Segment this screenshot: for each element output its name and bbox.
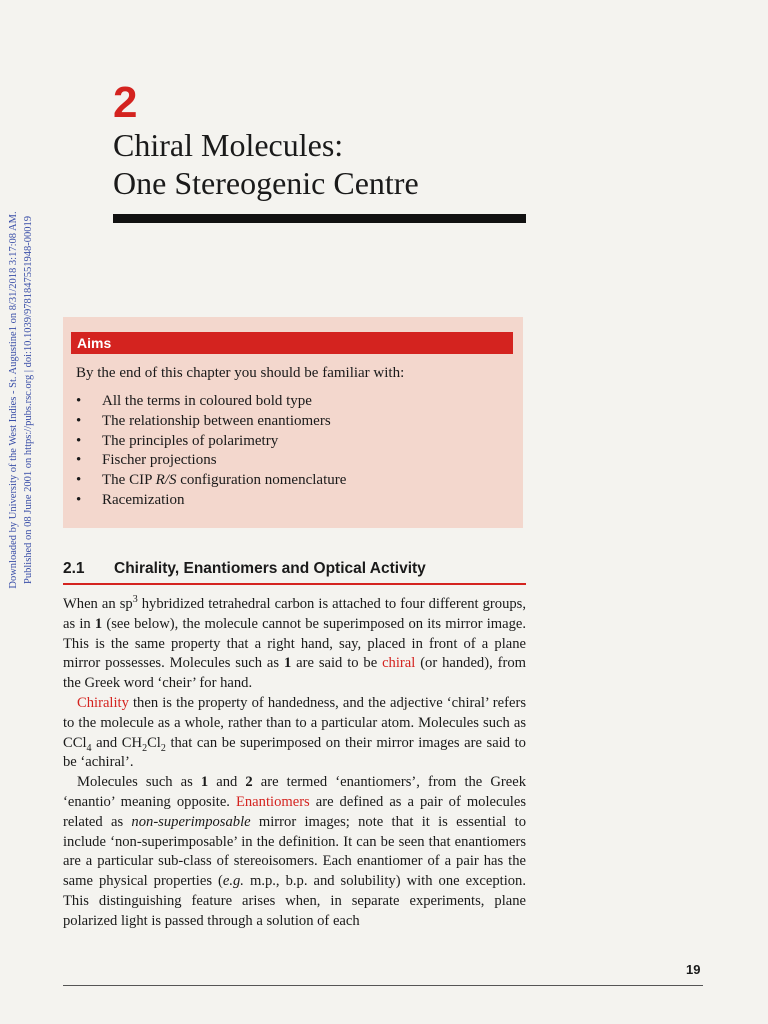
body-text: [63, 595, 526, 932]
watermark-line-download: Downloaded by University of the West Indies - St. Augustine1 on 8/31/2018 3:17:08 AM.: [8, 211, 19, 589]
bullet-icon: •: [76, 432, 82, 449]
term-chiral: chiral: [382, 655, 416, 672]
chapter-number: 2: [113, 78, 138, 127]
chapter-title: [113, 126, 419, 202]
aims-box: [63, 317, 523, 528]
download-watermark: [6, 180, 42, 620]
aims-list-item: • Fischer projections: [76, 451, 346, 471]
bullet-icon: •: [76, 393, 82, 409]
aims-list-item: • Racemization: [76, 491, 346, 511]
watermark-line-published: Published on 08 June 2001 on https://pubs.rsc.org | doi:10.1039/9781847551948-00019: [23, 216, 34, 584]
bullet-icon: •: [76, 412, 82, 429]
section-heading: [63, 559, 526, 579]
bullet-icon: •: [76, 472, 82, 489]
aims-intro: By the end of this chapter you should be familiar with:: [76, 365, 405, 381]
aims-header: Aims: [71, 332, 513, 354]
footer-rule: [63, 985, 703, 986]
term-chirality: Chirality: [77, 694, 129, 711]
bullet-icon: •: [76, 452, 82, 469]
aims-list-item: • All the terms in coloured bold type: [76, 392, 346, 412]
aims-list-item: • The relationship between enantiomers: [76, 412, 346, 432]
aims-list-item: • The principles of polarimetry: [76, 432, 346, 452]
aims-list: [76, 392, 346, 511]
section-title: Chirality, Enantiomers and Optical Activity: [114, 560, 426, 577]
bullet-icon: •: [76, 491, 82, 508]
chapter-title-line2: One Stereogenic Centre: [113, 165, 419, 201]
paragraph-1: When an $sp^3$ hybridized tetrahedral carbon is attached to four different groups, as in 1 (see below), the molecule cannot be superimposed on its mirror image. This is the same property that a right hand, say, placed in front of a plane mirror possesses. Molecules such as 1 are said to be chiral (or handed), from the Greek word ‘cheir’ for hand.: [63, 594, 527, 692]
page-number: 19: [686, 962, 701, 977]
aims-list-item-cip: • The CIP R/S configuration nomenclature: [76, 471, 346, 491]
term-enantiomers: Enantiomers: [235, 793, 310, 810]
chapter-title-line1: Chiral Molecules:: [113, 127, 344, 163]
paragraph-3: Molecules such as 1 and 2 are termed ‘enantiomers’, from the Greek ‘enantio’ meaning opposite. Enantiomers are defined as a pair of molecules related as non-superimposable mirror images; note that it is essential to include ‘non-superimposable’ in the definition. It can be seen that enantiomers are a particular sub-class of stereoisomers. Each enantiomer of a pair has the same physical properties (e.g. m.p., b.p. and solubility) with one exception. This distinguishing feature arises when, in separate experiments, plane polarized light is passed through a solution of each: [63, 774, 526, 929]
title-rule: [113, 214, 526, 223]
section-number: 2.1: [63, 560, 85, 577]
paragraph-2: Chirality then is the property of handedness, and the adjective ‘chiral’ refers to the molecule as a whole, rather than to a particular atom. Molecules such as CCl$_4$ and $CH_2Cl_2$ that can be superimposed on their mirror images are said to be ‘achiral’.: [63, 694, 526, 771]
section-rule: [63, 583, 526, 585]
